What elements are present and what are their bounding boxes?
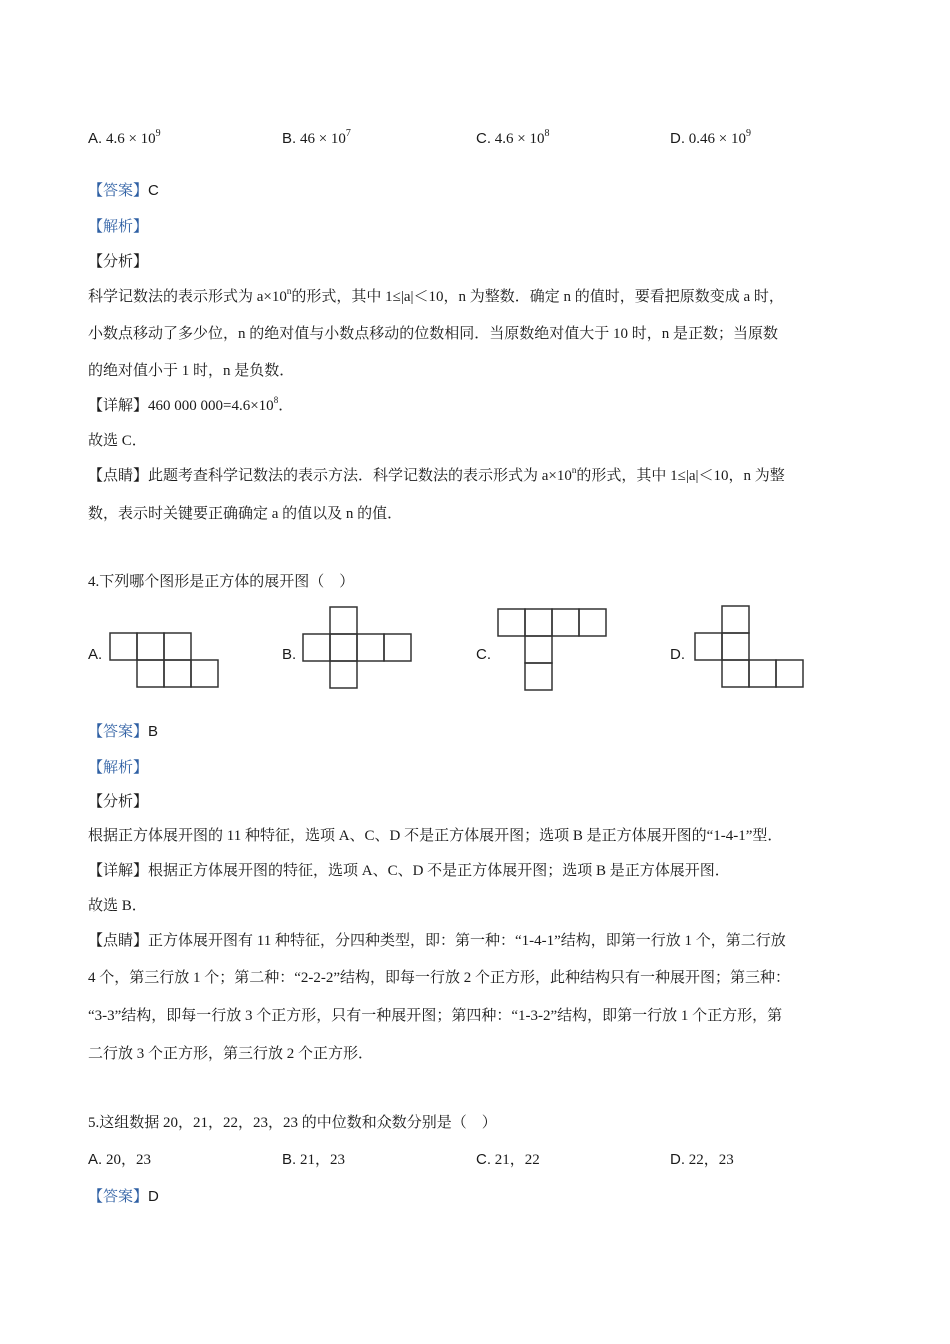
q5-answer bbox=[88, 1185, 159, 1206]
net-square bbox=[722, 633, 749, 660]
option-letter: D. bbox=[670, 130, 685, 147]
q4-option-c-label: C. bbox=[476, 646, 491, 663]
option-letter: A. bbox=[88, 130, 103, 147]
net-square bbox=[137, 660, 164, 687]
net-square bbox=[137, 633, 164, 660]
answer-value: C bbox=[148, 182, 159, 199]
q5-stem: 5.这组数据 20，21，22，23，23 的中位数和众数分别是（ ） bbox=[88, 1115, 497, 1131]
q3-analysis-tag: 【解析】 bbox=[88, 219, 149, 235]
option-letter: B. bbox=[282, 130, 297, 147]
net-square bbox=[525, 636, 552, 663]
net-square bbox=[384, 634, 411, 661]
net-square bbox=[776, 660, 803, 687]
q5-option-d: D. 22，23 bbox=[670, 1151, 734, 1168]
answer-tag: 【答案】 bbox=[88, 1189, 149, 1205]
q4-point-line2: 4 个，第三行放 1 个；第二种：“2-2-2”结构，即每一行放 2 个正方形，此种结构只有一种展开图；第三种： bbox=[88, 970, 791, 986]
answer-value: B bbox=[148, 723, 159, 740]
net-square bbox=[498, 609, 525, 636]
net-b bbox=[303, 607, 411, 688]
q4-fenxi: 根据正方体展开图的 11 种特征，选项 A、C、D 不是正方体展开图；选项 B 是正方体展开图的“1-4-1”型． bbox=[88, 828, 783, 844]
net-square bbox=[722, 660, 749, 687]
q4-point-line3: “3-3”结构，即每一行放 3 个正方形，只有一种展开图；第四种：“1-3-2”结构，即第一行放 1 个正方形，第 bbox=[88, 1008, 783, 1024]
q4-detail: 【详解】根据正方体展开图的特征，选项 A、C、D 不是正方体展开图；选项 B 是正方体展开图． bbox=[88, 863, 730, 879]
net-square bbox=[330, 634, 357, 661]
q4-point-line1: 【点睛】正方体展开图有 11 种特征，分四种类型，即：第一种：“1-4-1”结构，即第一行放 1 个，第二行放 bbox=[88, 933, 786, 949]
net-square bbox=[695, 633, 722, 660]
answer-tag: 【答案】 bbox=[88, 724, 149, 740]
q3-option-a: A. $4.6 \times 10^9$ bbox=[88, 128, 161, 147]
net-square bbox=[552, 609, 579, 636]
q3-choose: 故选 C． bbox=[88, 433, 147, 449]
net-square bbox=[191, 660, 218, 687]
q5-option-c: C. 21，22 bbox=[476, 1151, 540, 1168]
net-square bbox=[164, 633, 191, 660]
net-a bbox=[110, 633, 218, 687]
option-letter: C. bbox=[476, 130, 491, 147]
q3-fenxi-tag: 【分析】 bbox=[88, 254, 149, 270]
q3-option-b: B. $46 \times 10^7$ bbox=[282, 128, 351, 147]
net-square bbox=[357, 634, 384, 661]
q4-answer bbox=[88, 720, 158, 741]
net-square bbox=[330, 607, 357, 634]
net-square bbox=[525, 663, 552, 690]
q3-point-line1: 【点睛】此题考查科学记数法的表示方法．科学记数法的表示形式为 $a\times 10^n$的形式，其中 1≤|a|＜10，n 为整 bbox=[88, 465, 785, 484]
q5-option-a: A. 20，23 bbox=[88, 1151, 151, 1168]
q3-option-d: D. $0.46 \times 10^9$ bbox=[670, 128, 751, 147]
q4-option-d-label: D. bbox=[670, 646, 685, 663]
net-square bbox=[749, 660, 776, 687]
q4-option-a-label: A. bbox=[88, 646, 103, 663]
net-square bbox=[303, 634, 330, 661]
q4-point-line4: 二行放 3 个正方形，第三行放 2 个正方形． bbox=[88, 1046, 374, 1062]
net-d bbox=[695, 606, 803, 687]
q4-stem: 4.下列哪个图形是正方体的展开图（ ） bbox=[88, 574, 355, 590]
q5-option-b: B. 21，23 bbox=[282, 1151, 345, 1168]
q3-fenxi-line2: 小数点移动了多少位，n 的绝对值与小数点移动的位数相同．当原数绝对值大于 10 时，n 是正数；当原数 bbox=[88, 326, 779, 342]
q3-fenxi-line3: 的绝对值小于 1 时，n 是负数． bbox=[88, 363, 295, 379]
net-square bbox=[330, 661, 357, 688]
answer-value: D bbox=[148, 1188, 159, 1205]
net-square bbox=[722, 606, 749, 633]
net-square bbox=[525, 609, 552, 636]
net-c bbox=[498, 609, 606, 690]
q3-option-c: C. $4.6 \times 10^8$ bbox=[476, 128, 550, 147]
answer-tag: 【答案】 bbox=[88, 183, 149, 199]
q4-option-b-label: B. bbox=[282, 646, 297, 663]
q3-fenxi-line1: 科学记数法的表示形式为 $a\times 10^n$的形式，其中 1≤|a|＜10，n 为整数．确定 n 的值时，要看把原数变成 a 时， bbox=[88, 286, 784, 305]
q3-detail: 【详解】460 000 $000=4.6\times 10^8$． bbox=[88, 395, 294, 414]
q4-analysis-tag: 【解析】 bbox=[88, 760, 149, 776]
net-square bbox=[579, 609, 606, 636]
net-square bbox=[110, 633, 137, 660]
net-square bbox=[164, 660, 191, 687]
q4-choose: 故选 B． bbox=[88, 898, 147, 914]
q3-point-line2: 数，表示时关键要正确确定 a 的值以及 n 的值． bbox=[88, 506, 403, 522]
q4-fenxi-tag: 【分析】 bbox=[88, 794, 149, 810]
